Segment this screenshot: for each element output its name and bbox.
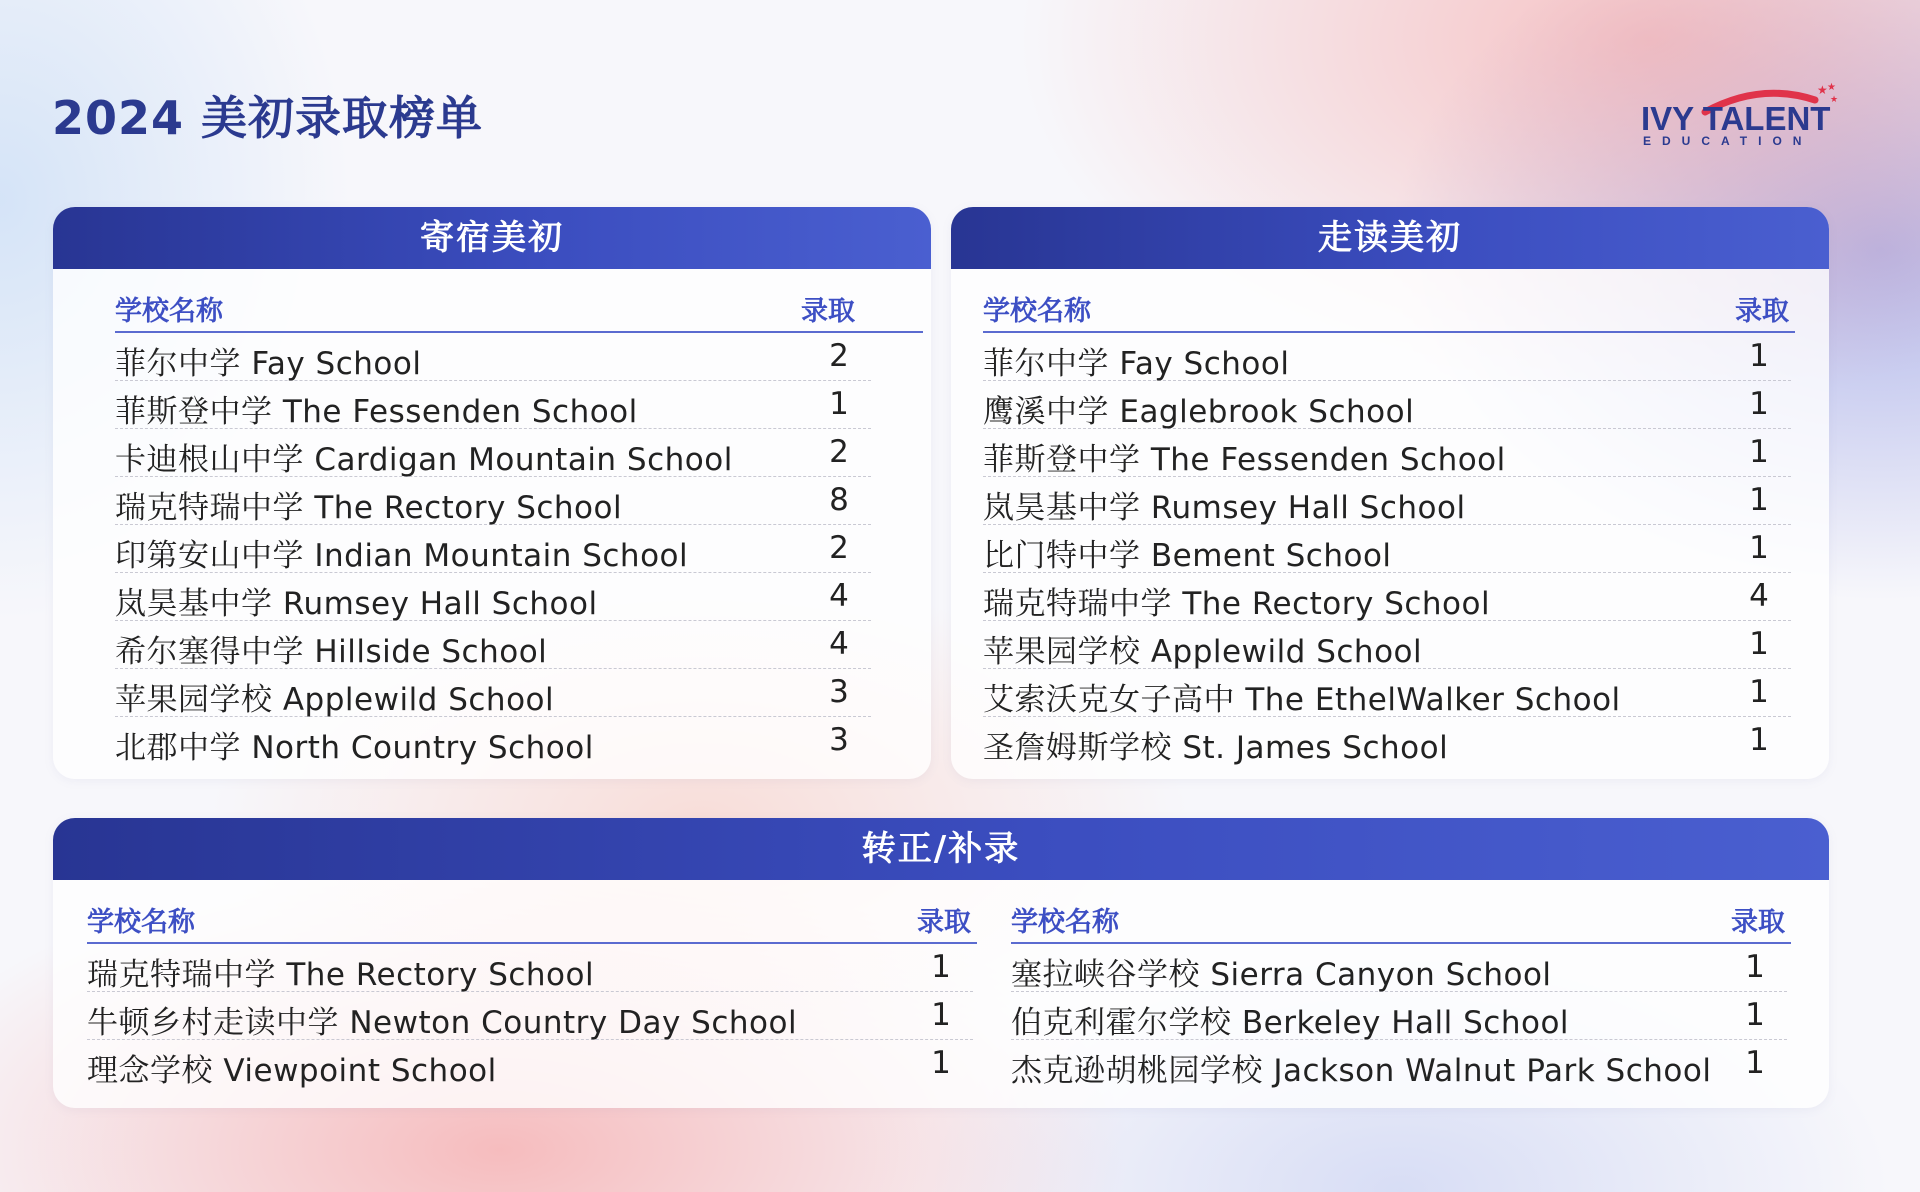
admission-count: 1 <box>1749 482 1769 518</box>
school-name: 岚昊基中学 Rumsey Hall School <box>115 586 598 622</box>
admission-count: 1 <box>1749 530 1769 566</box>
table-row <box>983 573 1791 621</box>
table-row <box>983 429 1791 477</box>
school-name: 北郡中学 North Country School <box>115 730 594 766</box>
school-name: 牛顿乡村走读中学 Newton Country Day School <box>87 1005 798 1041</box>
admission-count: 4 <box>1749 578 1769 614</box>
table-row <box>87 992 973 1040</box>
school-name: 塞拉峡谷学校 Sierra Canyon School <box>1011 957 1552 993</box>
column-header-name: 学校名称 <box>115 296 223 327</box>
day-card <box>951 207 1829 779</box>
table-row <box>1011 992 1787 1040</box>
svg-text:★: ★ <box>1817 83 1828 97</box>
table-row <box>87 944 973 992</box>
school-name: 菲尔中学 Fay School <box>115 346 422 382</box>
school-name: 杰克逊胡桃园学校 Jackson Walnut Park School <box>1011 1053 1712 1089</box>
table-row <box>115 333 871 381</box>
table-row <box>983 525 1791 573</box>
school-name: 苹果园学校 Applewild School <box>983 634 1423 670</box>
table-row <box>115 717 871 764</box>
school-name: 希尔塞得中学 Hillside School <box>115 634 548 670</box>
admission-count: 1 <box>931 1045 951 1081</box>
admission-count: 1 <box>1745 997 1765 1033</box>
table-row <box>1011 944 1787 992</box>
table-row <box>115 477 871 525</box>
school-name: 印第安山中学 Indian Mountain School <box>115 538 689 574</box>
boarding-card-title: 寄宿美初 <box>53 207 931 269</box>
school-name: 苹果园学校 Applewild School <box>115 682 555 718</box>
table-row <box>115 621 871 669</box>
boarding-table <box>115 273 923 764</box>
school-name: 艾索沃克女子高中 The EthelWalker School <box>983 682 1621 718</box>
table-row <box>983 333 1791 381</box>
boarding-table-header <box>115 273 923 333</box>
admission-count: 3 <box>829 722 849 758</box>
waitlist-left-table <box>87 884 977 1087</box>
school-name: 圣詹姆斯学校 St. James School <box>983 730 1449 766</box>
table-row <box>115 429 871 477</box>
waitlist-left-rows <box>87 944 973 1087</box>
admission-count: 4 <box>829 578 849 614</box>
waitlist-card-title: 转正/补录 <box>53 818 1829 880</box>
page-title: 2024 美初录取榜单 <box>52 91 484 145</box>
school-name: 瑞克特瑞中学 The Rectory School <box>115 490 623 526</box>
boarding-rows <box>115 333 871 764</box>
admission-count: 1 <box>931 997 951 1033</box>
admission-count: 1 <box>1749 338 1769 374</box>
school-name: 理念学校 Viewpoint School <box>87 1053 497 1089</box>
school-name: 菲斯登中学 The Fessenden School <box>983 442 1506 478</box>
admission-count: 3 <box>829 674 849 710</box>
waitlist-right-header <box>1011 884 1791 944</box>
table-row <box>983 477 1791 525</box>
day-rows <box>983 333 1791 764</box>
logo-subtitle: EDUCATION <box>1643 134 1813 148</box>
column-header-name: 学校名称 <box>983 296 1091 327</box>
admission-count: 1 <box>829 386 849 422</box>
school-name: 伯克利霍尔学校 Berkeley Hall School <box>1011 1005 1570 1041</box>
school-name: 菲尔中学 Fay School <box>983 346 1290 382</box>
school-name: 瑞克特瑞中学 The Rectory School <box>983 586 1491 622</box>
svg-text:★: ★ <box>1827 82 1836 93</box>
school-name: 瑞克特瑞中学 The Rectory School <box>87 957 595 993</box>
admission-count: 1 <box>1749 386 1769 422</box>
table-row <box>115 381 871 429</box>
column-header-count: 录取 <box>801 296 855 327</box>
column-header-count: 录取 <box>1735 296 1789 327</box>
admission-count: 2 <box>829 338 849 374</box>
admission-count: 1 <box>1749 434 1769 470</box>
table-row <box>983 381 1791 429</box>
admission-count: 1 <box>1749 626 1769 662</box>
table-row <box>1011 1040 1787 1087</box>
day-table <box>983 273 1795 764</box>
ivy-talent-logo <box>1635 80 1839 150</box>
school-name: 鹰溪中学 Eaglebrook School <box>983 394 1415 430</box>
table-row <box>983 669 1791 717</box>
admission-count: 2 <box>829 434 849 470</box>
admission-count: 1 <box>1745 1045 1765 1081</box>
table-row <box>983 717 1791 764</box>
admission-count: 4 <box>829 626 849 662</box>
school-name: 比门特中学 Bement School <box>983 538 1392 574</box>
table-row <box>87 1040 973 1087</box>
admission-count: 1 <box>1749 674 1769 710</box>
logo-wordmark: IVY TALENT <box>1641 100 1831 137</box>
school-name: 菲斯登中学 The Fessenden School <box>115 394 638 430</box>
day-table-header <box>983 273 1795 333</box>
column-header-count: 录取 <box>1731 907 1785 938</box>
waitlist-right-table <box>1011 884 1791 1087</box>
column-header-name: 学校名称 <box>1011 907 1119 938</box>
school-name: 卡迪根山中学 Cardigan Mountain School <box>115 442 733 478</box>
table-row <box>115 669 871 717</box>
column-header-name: 学校名称 <box>87 907 195 938</box>
svg-text:★: ★ <box>1830 95 1839 105</box>
table-row <box>115 525 871 573</box>
admission-count: 8 <box>829 482 849 518</box>
admission-count: 2 <box>829 530 849 566</box>
day-card-title: 走读美初 <box>951 207 1829 269</box>
waitlist-right-rows <box>1011 944 1787 1087</box>
boarding-card <box>53 207 931 779</box>
waitlist-card <box>53 818 1829 1108</box>
table-row <box>115 573 871 621</box>
school-name: 岚昊基中学 Rumsey Hall School <box>983 490 1466 526</box>
waitlist-left-header <box>87 884 977 944</box>
admission-count: 1 <box>1745 949 1765 985</box>
column-header-count: 录取 <box>917 907 971 938</box>
admission-count: 1 <box>931 949 951 985</box>
admission-count: 1 <box>1749 722 1769 758</box>
table-row <box>983 621 1791 669</box>
